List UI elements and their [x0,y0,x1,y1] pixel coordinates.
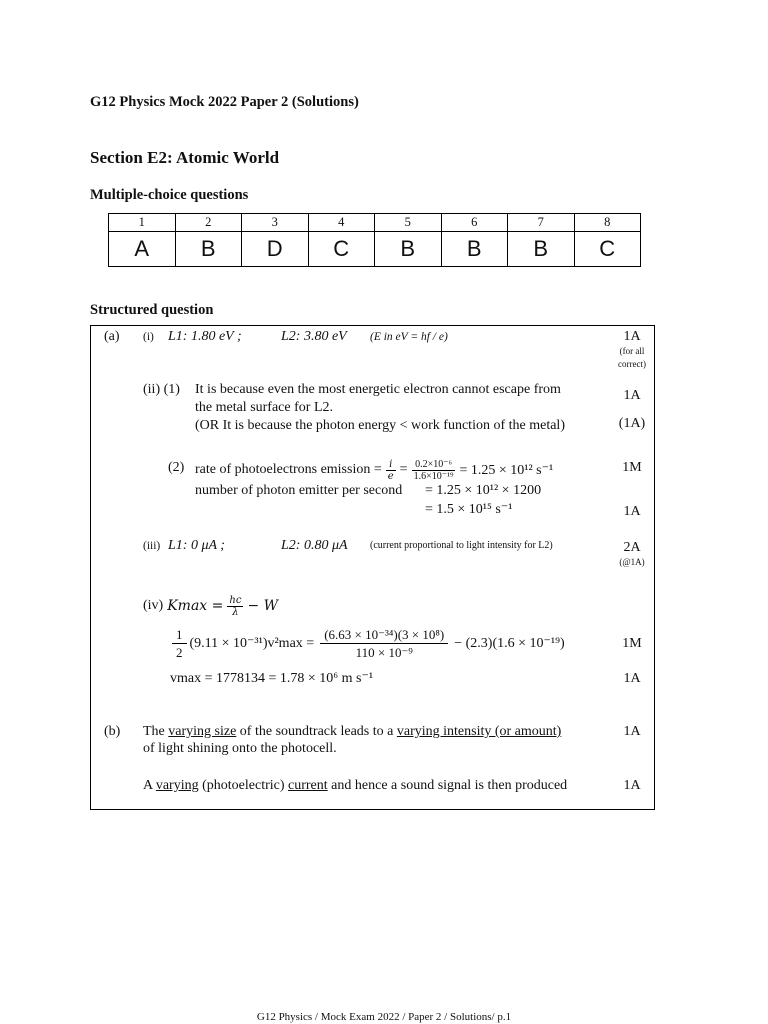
a-ii-2-equation: rate of photoelectrons emission = $\frac{i}{e}$ = $\frac{\text{0.2×10⁻⁶}}{\text{1.6×10⁻¹⁹}}$ = 1.25 × 10¹² s⁻¹ [195,458,554,482]
b-p2-underline: current [288,778,328,793]
frac-numerator: i [386,459,396,471]
a-iii-l2: L2: 0.80 μA [281,538,348,553]
b-paragraph-2 [143,778,567,794]
kmax-lhs: Kmax = [167,598,224,614]
current-over-charge-fraction [386,459,396,482]
mc-number: 8 [574,214,641,232]
a-ii-2-final-mark: 1A [623,504,641,519]
b-p1-text: of the soundtrack leads to a [236,724,397,739]
a-i-mark-note-line1: (for all [619,346,645,356]
section-title: Section E2: Atomic World [90,148,280,167]
b-p1-underline: varying size [168,724,237,739]
mc-answer: B [508,232,575,267]
a-i-l1: L1: 1.80 eV ; [168,329,242,344]
a-i-note: (E in eV = hf / e) [370,331,448,343]
frac-numerator: (6.63 × 10⁻³⁴)(3 × 10⁸) [320,626,448,644]
a-ii-1-line3: (OR It is because the photon energy < work function of the metal) [195,418,565,433]
b-p1-text: The [143,724,169,739]
mc-number: 2 [175,214,242,232]
kinetic-energy-lhs: (9.11 × 10⁻³¹)v²max = [189,635,315,651]
work-function-value: − (2.3)(1.6 × 10⁻¹⁹) [454,635,565,651]
mc-answer: A [109,232,176,267]
mc-answer: D [242,232,309,267]
a-ii-1-mark: 1A [623,388,641,403]
a-iii-note: (current proportional to light intensity for L2) [370,540,553,551]
a-i-label: (i) [143,331,154,343]
frac-denominator: 2 [176,644,183,660]
mc-answer: B [175,232,242,267]
b-p2-underline: varying [155,778,199,793]
b-p2-text: A [143,778,156,793]
a-ii-2-mark: 1M [622,460,642,475]
mc-heading: Multiple-choice questions [90,187,249,203]
a-ii-1-line1: It is because even the most energetic electron cannot escape from [195,382,561,397]
b-mark-2: 1A [623,778,641,793]
part-b-label: (b) [104,724,121,739]
a-ii-2-line3-eq: = 1.5 × 10¹⁵ s⁻¹ [425,502,513,517]
frac-numerator: hc [229,594,242,606]
frac-numerator: 0.2×10⁻⁶ [412,459,456,471]
a-iii-mark: 2A [623,540,641,555]
a-iv-final-mark: 1A [623,671,641,686]
part-a-label: (a) [104,329,120,344]
mc-answer: B [441,232,508,267]
vmax-result: vmax = 1778134 = 1.78 × 10⁶ m s⁻¹ [170,671,374,686]
b-p1-underline: varying intensity (or amount) [396,724,562,739]
mc-answer-table [108,213,641,267]
a-i-mark-note-line2: correct) [618,359,646,369]
b-paragraph-1-line2: of light shining onto the photocell. [143,741,337,756]
a-ii-1-line2: the metal surface for L2. [195,400,333,415]
a-iii-label: (iii) [143,540,161,552]
a-ii-1-label: (ii) (1) [143,382,180,397]
b-mark-1: 1A [623,724,641,739]
a-ii-2-line1-text: rate of photoelectrons emission = [195,462,382,477]
document-title: G12 Physics Mock 2022 Paper 2 (Solutions) [90,94,359,110]
mc-number: 3 [242,214,309,232]
b-p2-text: and hence a sound signal is then produced [327,778,568,793]
page-footer: G12 Physics / Mock Exam 2022 / Paper 2 / Solutions/ p.1 [256,1011,512,1023]
mc-answer: B [375,232,442,267]
frac-denominator: λ [232,606,239,618]
frac-numerator: 1 [172,626,187,644]
mc-number: 7 [508,214,575,232]
a-ii-2-line2-text: number of photon emitter per second [195,483,403,498]
b-paragraph-1 [143,724,561,740]
a-iv-mark: 1M [622,636,642,651]
b-p2-text: (photoelectric) [198,778,289,793]
mc-answer-row [109,232,641,267]
a-iv-label: (iv) [143,598,164,613]
a-i-mark-note [607,345,657,371]
mc-number: 6 [441,214,508,232]
hc-over-lambda-fraction [227,595,243,618]
a-ii-1-alt-mark: (1A) [618,416,646,431]
structured-heading: Structured question [90,302,214,318]
mc-answer: C [308,232,375,267]
mc-number: 5 [375,214,442,232]
a-iv-equation [143,593,278,619]
frac-denominator: e [387,470,394,482]
a-iii-l1: L1: 0 μA ; [168,538,225,553]
mc-number-row [109,214,641,232]
value-fraction [412,459,456,482]
a-i-l2: L2: 3.80 eV [281,329,347,344]
a-ii-2-result: = 1.25 × 10¹² s⁻¹ [459,462,554,478]
a-ii-2-label: (2) [168,460,185,475]
mc-number: 1 [109,214,176,232]
mc-number: 4 [308,214,375,232]
mc-answer: C [574,232,641,267]
a-i-mark: 1A [623,329,641,344]
a-iii-mark-note: (@1A) [619,557,645,567]
half-fraction [172,626,187,661]
a-ii-2-line2-eq: = 1.25 × 10¹² × 1200 [425,483,542,498]
frac-denominator: 110 × 10⁻⁹ [355,644,413,660]
photon-energy-fraction [320,626,448,661]
a-iv-energy-equation [172,625,565,661]
frac-denominator: 1.6×10⁻¹⁹ [413,470,454,482]
work-function-term: − W [247,598,279,614]
